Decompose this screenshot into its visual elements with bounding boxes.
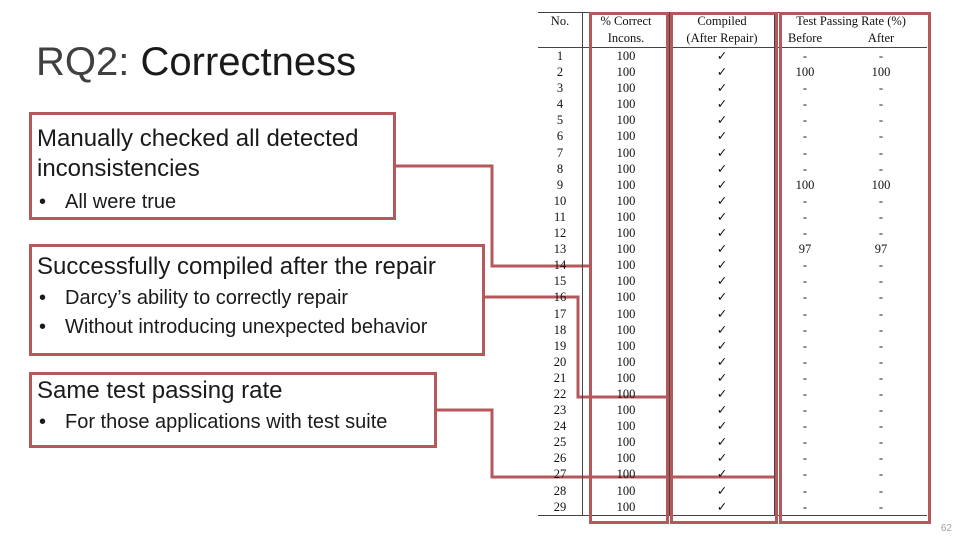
cell-pct-correct: 100: [583, 289, 670, 305]
slide-title-main: Correctness: [140, 40, 357, 84]
cell-after: 100: [871, 65, 891, 80]
cell-pct-correct: 100: [583, 370, 670, 386]
cell-after: -: [878, 467, 884, 482]
cell-no: 26: [538, 450, 583, 466]
bullet-marker: •: [39, 411, 47, 433]
cell-no: 3: [538, 80, 583, 96]
callout-2-bullet-1: [37, 284, 348, 313]
cell-pct-correct: 100: [583, 64, 670, 80]
cell-no: 18: [538, 322, 583, 338]
cell-no: 19: [538, 338, 583, 354]
bullet-text: For those applications with test suite: [65, 411, 388, 433]
cell-before: 100: [795, 65, 815, 80]
cell-no: 6: [538, 128, 583, 144]
cell-compiled: ✓: [670, 306, 775, 322]
cell-pct-correct: 100: [583, 257, 670, 273]
cell-before: -: [802, 97, 808, 112]
cell-before: -: [802, 370, 808, 385]
cell-before: -: [802, 113, 808, 128]
cell-before: -: [802, 129, 808, 144]
cell-compiled: ✓: [670, 209, 775, 225]
cell-before: -: [802, 290, 808, 305]
cell-pct-correct: 100: [583, 80, 670, 96]
cell-no: 7: [538, 145, 583, 161]
cell-no: 5: [538, 112, 583, 128]
cell-no: 12: [538, 225, 583, 241]
cell-compiled: ✓: [670, 64, 775, 80]
cell-compiled: ✓: [670, 273, 775, 289]
cell-no: 9: [538, 177, 583, 193]
cell-before: -: [802, 403, 808, 418]
cell-after: -: [878, 435, 884, 450]
page-number: 62: [940, 523, 952, 534]
cell-compiled: ✓: [670, 370, 775, 386]
cell-compiled: ✓: [670, 48, 775, 65]
cell-after: -: [878, 49, 884, 63]
cell-pct-correct: 100: [583, 434, 670, 450]
cell-pct-correct: 100: [583, 225, 670, 241]
callout-1-bullet-1: [37, 188, 176, 217]
callout-3-heading: Same test passing rate: [37, 377, 283, 404]
cell-after: -: [878, 338, 884, 353]
cell-before: -: [802, 338, 808, 353]
cell-before: -: [775, 499, 836, 516]
cell-no: 21: [538, 370, 583, 386]
cell-pct-correct: 100: [583, 386, 670, 402]
callout-1-heading-line-2: inconsistencies: [37, 155, 200, 182]
cell-pct-correct: 100: [583, 128, 670, 144]
cell-after: -: [878, 145, 884, 160]
cell-pct-correct: 100: [583, 112, 670, 128]
cell-compiled: ✓: [670, 499, 775, 516]
cell-pct-correct: 100: [583, 450, 670, 466]
cell-after: -: [878, 193, 884, 208]
cell-before: -: [802, 161, 808, 176]
cell-no: 17: [538, 306, 583, 322]
bullet-marker: •: [39, 316, 47, 338]
cell-pct-correct: 100: [583, 418, 670, 434]
header-no: No.: [538, 13, 583, 31]
cell-before: -: [802, 354, 808, 369]
cell-after: -: [878, 386, 884, 401]
cell-before: -: [802, 483, 808, 498]
cell-after: -: [835, 499, 927, 516]
cell-pct-correct: 100: [583, 483, 670, 499]
cell-compiled: ✓: [670, 418, 775, 434]
cell-pct-correct: 100: [583, 241, 670, 257]
bullet-text: All were true: [65, 191, 177, 213]
cell-after: -: [878, 306, 884, 321]
cell-compiled: ✓: [670, 112, 775, 128]
cell-before: -: [802, 306, 808, 321]
cell-after: 97: [874, 242, 888, 257]
cell-after: -: [878, 113, 884, 128]
header-after: After: [835, 30, 927, 48]
cell-pct-correct: 100: [583, 48, 670, 65]
bullet-text: Without introducing unexpected behavior: [65, 316, 428, 338]
cell-before: 97: [798, 242, 812, 257]
cell-pct-correct: 100: [583, 466, 670, 482]
cell-pct-correct: 100: [583, 273, 670, 289]
cell-no: 1: [538, 48, 583, 65]
callout-3-bullet-1: [37, 408, 387, 437]
cell-no: 11: [538, 209, 583, 225]
cell-compiled: ✓: [670, 241, 775, 257]
cell-compiled: ✓: [670, 338, 775, 354]
cell-pct-correct: 100: [583, 177, 670, 193]
cell-pct-correct: 100: [583, 209, 670, 225]
cell-after: -: [878, 97, 884, 112]
cell-before: -: [802, 274, 808, 289]
cell-pct-correct: 100: [583, 354, 670, 370]
highlight-compiled-column: [670, 12, 778, 524]
cell-compiled: ✓: [670, 193, 775, 209]
cell-before: -: [802, 145, 808, 160]
cell-pct-correct: 100: [583, 499, 670, 516]
cell-after: -: [878, 322, 884, 337]
cell-no: 2: [538, 64, 583, 80]
header-before: Before: [775, 30, 836, 48]
cell-after: 100: [871, 177, 891, 192]
cell-before: -: [802, 419, 808, 434]
cell-before: -: [802, 209, 808, 224]
cell-after: -: [878, 370, 884, 385]
cell-compiled: ✓: [670, 483, 775, 499]
cell-pct-correct: 100: [583, 322, 670, 338]
cell-after: -: [878, 274, 884, 289]
cell-pct-correct: 100: [583, 338, 670, 354]
cell-after: -: [878, 258, 884, 273]
cell-no: 23: [538, 402, 583, 418]
cell-no: 29: [538, 499, 583, 516]
cell-after: -: [878, 161, 884, 176]
cell-before: -: [802, 49, 808, 63]
cell-compiled: ✓: [670, 386, 775, 402]
cell-no: 27: [538, 466, 583, 482]
cell-no: 28: [538, 483, 583, 499]
cell-before: -: [802, 226, 808, 241]
header-rate-top: Test Passing Rate (%): [775, 13, 928, 31]
cell-before: -: [802, 322, 808, 337]
callout-2-bullet-2: [37, 313, 427, 342]
cell-no: 13: [538, 241, 583, 257]
cell-compiled: ✓: [670, 96, 775, 112]
cell-compiled: ✓: [670, 128, 775, 144]
cell-no: 25: [538, 434, 583, 450]
highlight-pct-correct-column: [589, 12, 669, 524]
cell-after: -: [878, 483, 884, 498]
cell-compiled: ✓: [670, 145, 775, 161]
cell-before: -: [802, 258, 808, 273]
header-compiled-bottom: (After Repair): [670, 30, 775, 48]
cell-pct-correct: 100: [583, 145, 670, 161]
cell-after: -: [878, 81, 884, 96]
cell-no: 24: [538, 418, 583, 434]
cell-compiled: ✓: [670, 402, 775, 418]
header-compiled-top: Compiled: [670, 13, 775, 31]
cell-pct-correct: 100: [583, 96, 670, 112]
cell-pct-correct: 100: [583, 193, 670, 209]
cell-no: 10: [538, 193, 583, 209]
cell-after: -: [878, 290, 884, 305]
cell-before: -: [802, 81, 808, 96]
highlight-test-rate-column: [779, 12, 931, 524]
cell-before: -: [802, 435, 808, 450]
callout-1-heading: [37, 124, 359, 184]
cell-no: 22: [538, 386, 583, 402]
cell-compiled: ✓: [670, 466, 775, 482]
cell-no: 20: [538, 354, 583, 370]
cell-after: -: [878, 226, 884, 241]
bullet-marker: •: [39, 191, 47, 213]
cell-no: 15: [538, 273, 583, 289]
cell-compiled: ✓: [670, 80, 775, 96]
cell-compiled: ✓: [670, 161, 775, 177]
header-pct-top: % Correct: [583, 13, 670, 31]
cell-no: 4: [538, 96, 583, 112]
callout-2-heading: Successfully compiled after the repair: [37, 253, 436, 280]
cell-compiled: ✓: [670, 225, 775, 241]
cell-pct-correct: 100: [583, 161, 670, 177]
cell-after: -: [878, 419, 884, 434]
header-pct-bottom: Incons.: [583, 30, 670, 48]
cell-after: -: [878, 209, 884, 224]
cell-after: -: [878, 403, 884, 418]
cell-before: -: [802, 193, 808, 208]
cell-compiled: ✓: [670, 434, 775, 450]
cell-before: -: [802, 386, 808, 401]
cell-before: -: [802, 467, 808, 482]
cell-compiled: ✓: [670, 450, 775, 466]
cell-compiled: ✓: [670, 289, 775, 305]
header-no-blank: [538, 30, 583, 48]
cell-before: -: [802, 451, 808, 466]
cell-no: 14: [538, 257, 583, 273]
callout-1-heading-line-1: Manually checked all detected: [37, 125, 359, 152]
cell-after: -: [878, 451, 884, 466]
cell-compiled: ✓: [670, 177, 775, 193]
slide-title-prefix: RQ2:: [36, 40, 141, 84]
cell-after: -: [878, 354, 884, 369]
cell-compiled: ✓: [670, 322, 775, 338]
cell-compiled: ✓: [670, 257, 775, 273]
bullet-text: Darcy’s ability to correctly repair: [65, 287, 349, 309]
cell-no: 16: [538, 289, 583, 305]
cell-compiled: ✓: [670, 354, 775, 370]
cell-pct-correct: 100: [583, 306, 670, 322]
bullet-marker: •: [39, 287, 47, 309]
cell-after: -: [878, 129, 884, 144]
cell-before: 100: [795, 177, 815, 192]
cell-pct-correct: 100: [583, 402, 670, 418]
cell-no: 8: [538, 161, 583, 177]
